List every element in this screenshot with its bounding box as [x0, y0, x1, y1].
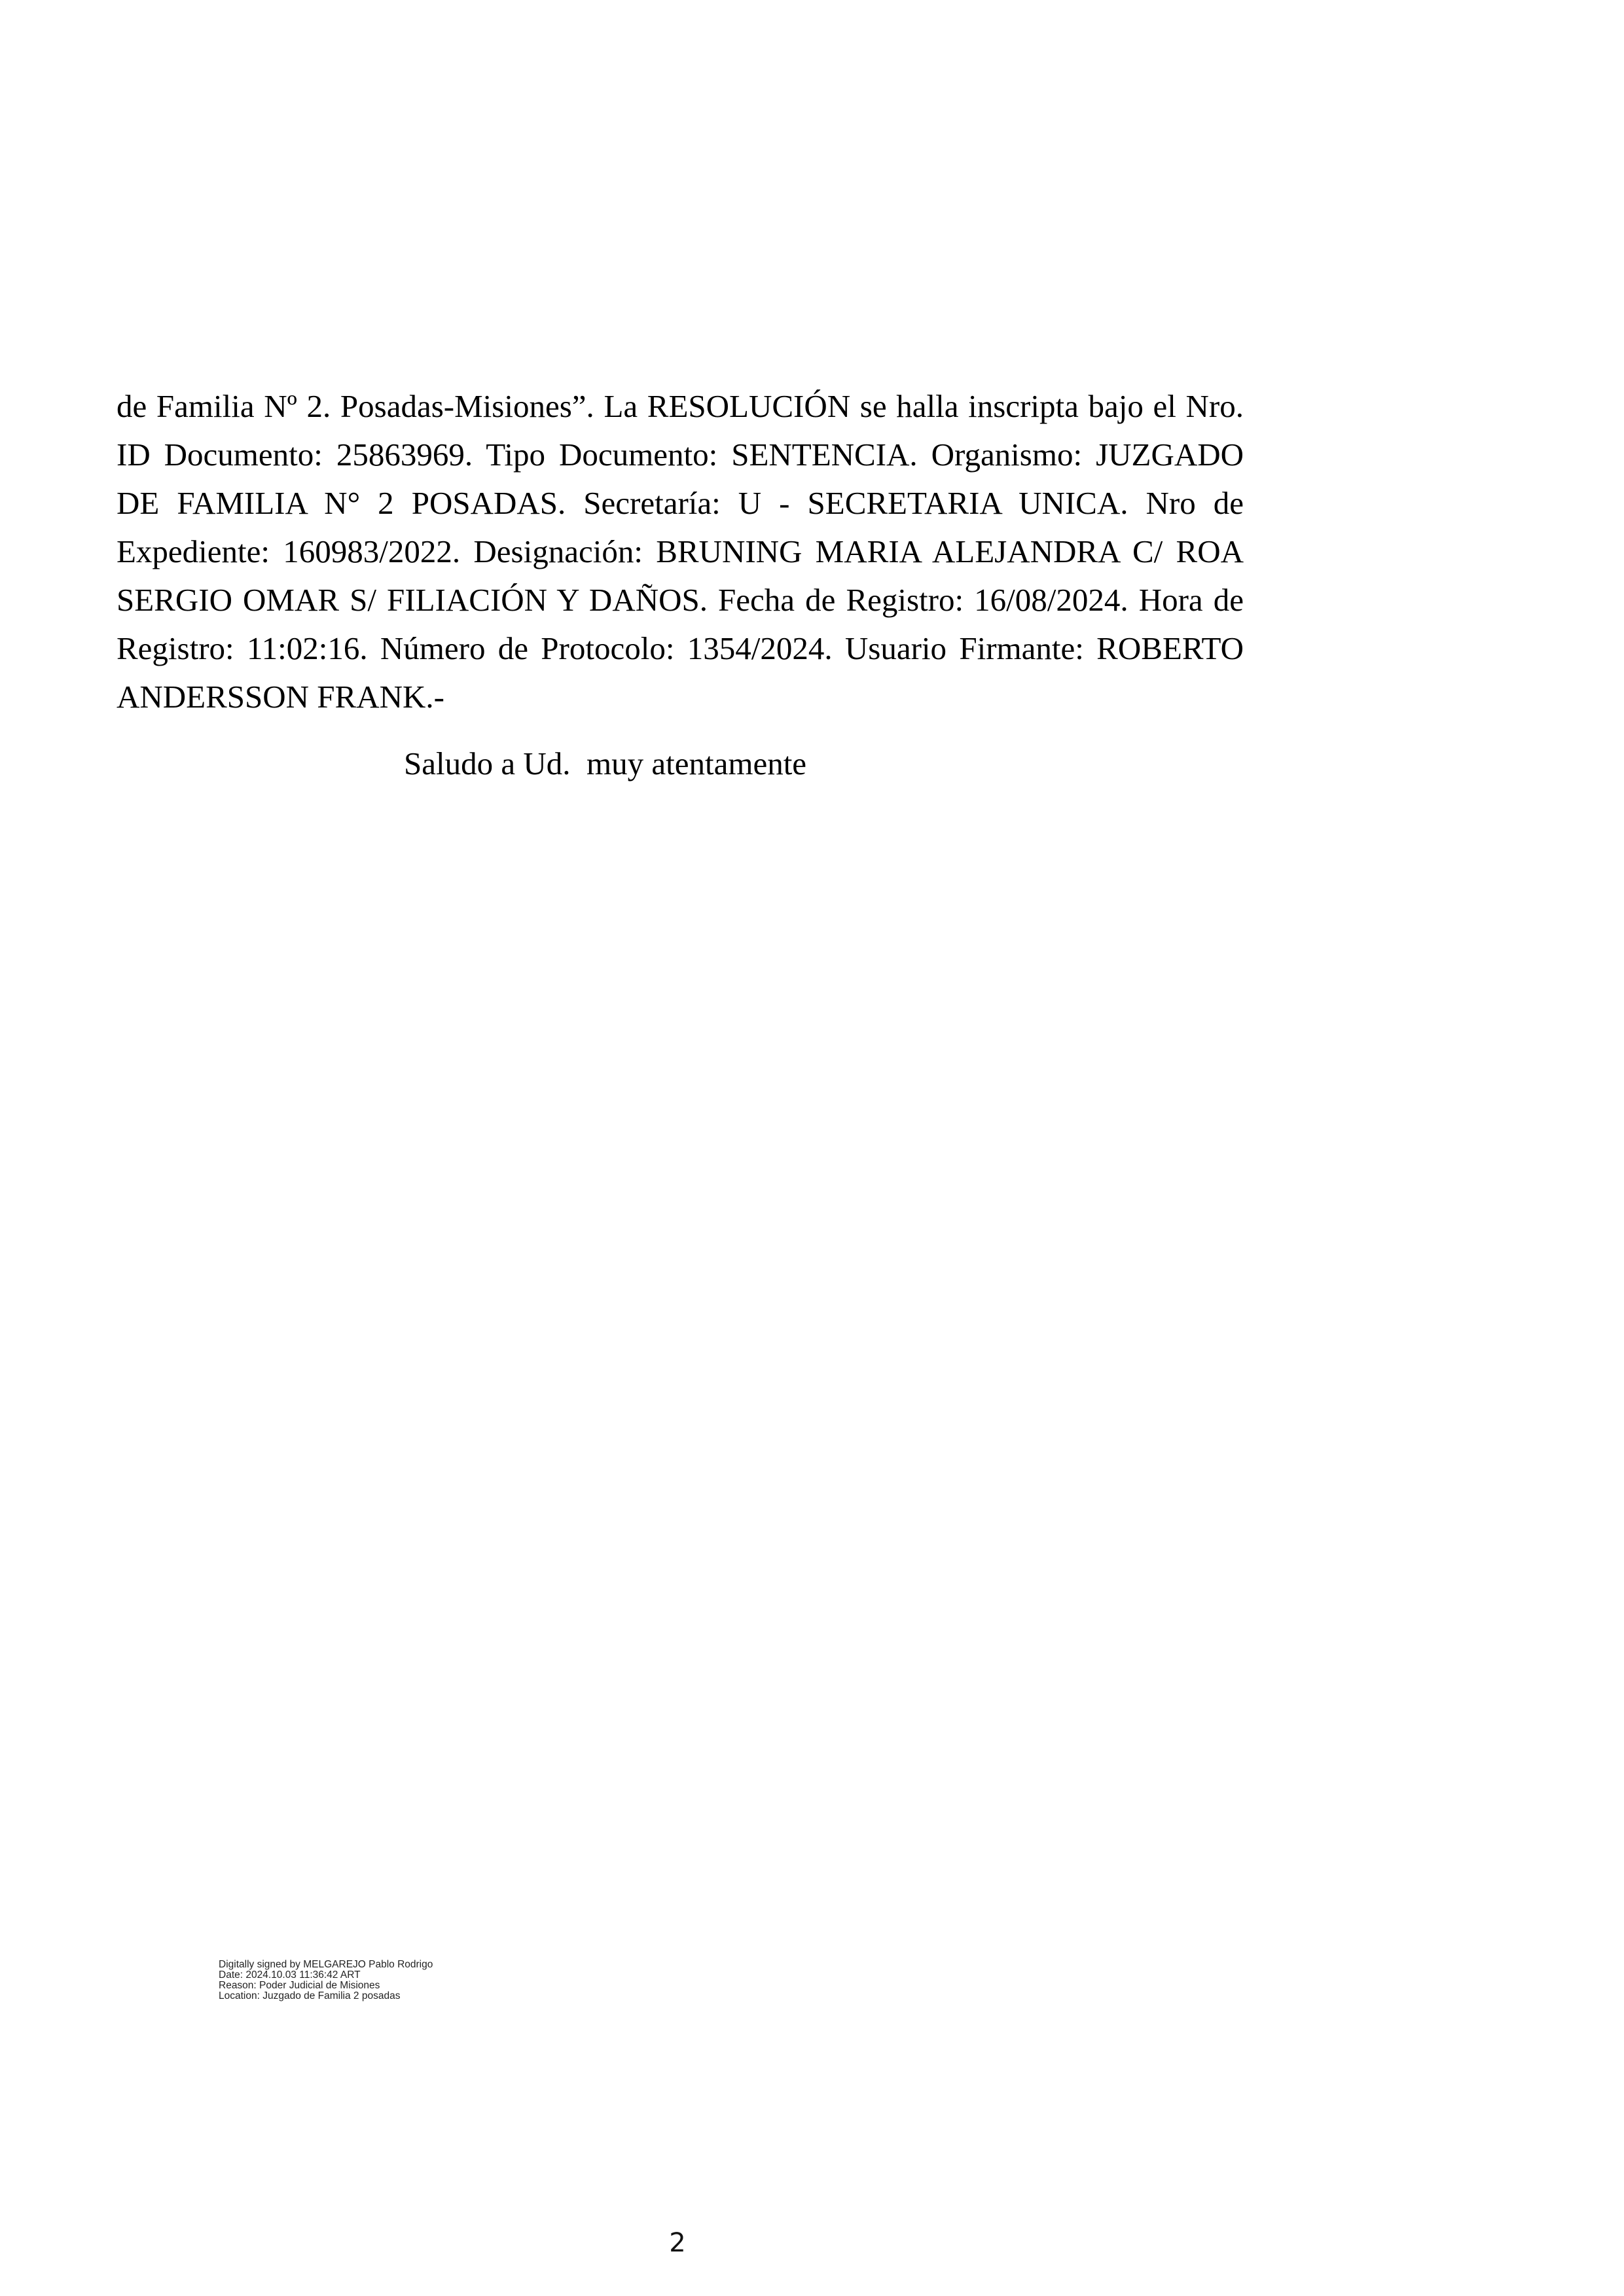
closing-salutation: Saludo a Ud. muy atentamente: [404, 745, 807, 781]
signature-reason: Reason: Poder Judicial de Misiones: [219, 1980, 380, 1991]
page-number: 2: [669, 2228, 686, 2258]
signature-date: Date: 2024.10.03 11:36:42 ART: [219, 1969, 361, 1981]
digital-signature-block: [219, 1960, 454, 2001]
signature-location: Location: Juzgado de Familia 2 posadas: [219, 1990, 401, 2001]
signature-signed-by: Digitally signed by MELGAREJO Pablo Rodrigo: [219, 1959, 433, 1970]
body-paragraph: de Familia Nº 2. Posadas-Misiones”. La RESOLUCIÓN se halla inscripta bajo el Nro. ID Documento: 25863969. Tipo Documento: SENTENCIA. Organismo: JUZGADO DE FAMILIA N° 2 POSADAS. Secretaría: U - SECRETARIA UNICA. Nro de Expediente: 160983/2022. Designación: BRUNING MARIA ALEJANDRA C/ ROA SERGIO OMAR S/ FILIACIÓN Y DAÑOS. Fecha de Registro: 16/08/2024. Hora de Registro: 11:02:16. Número de Protocolo: 1354/2024. Usuario Firmante: ROBERTO ANDERSSON FRANK.-: [117, 388, 1244, 715]
